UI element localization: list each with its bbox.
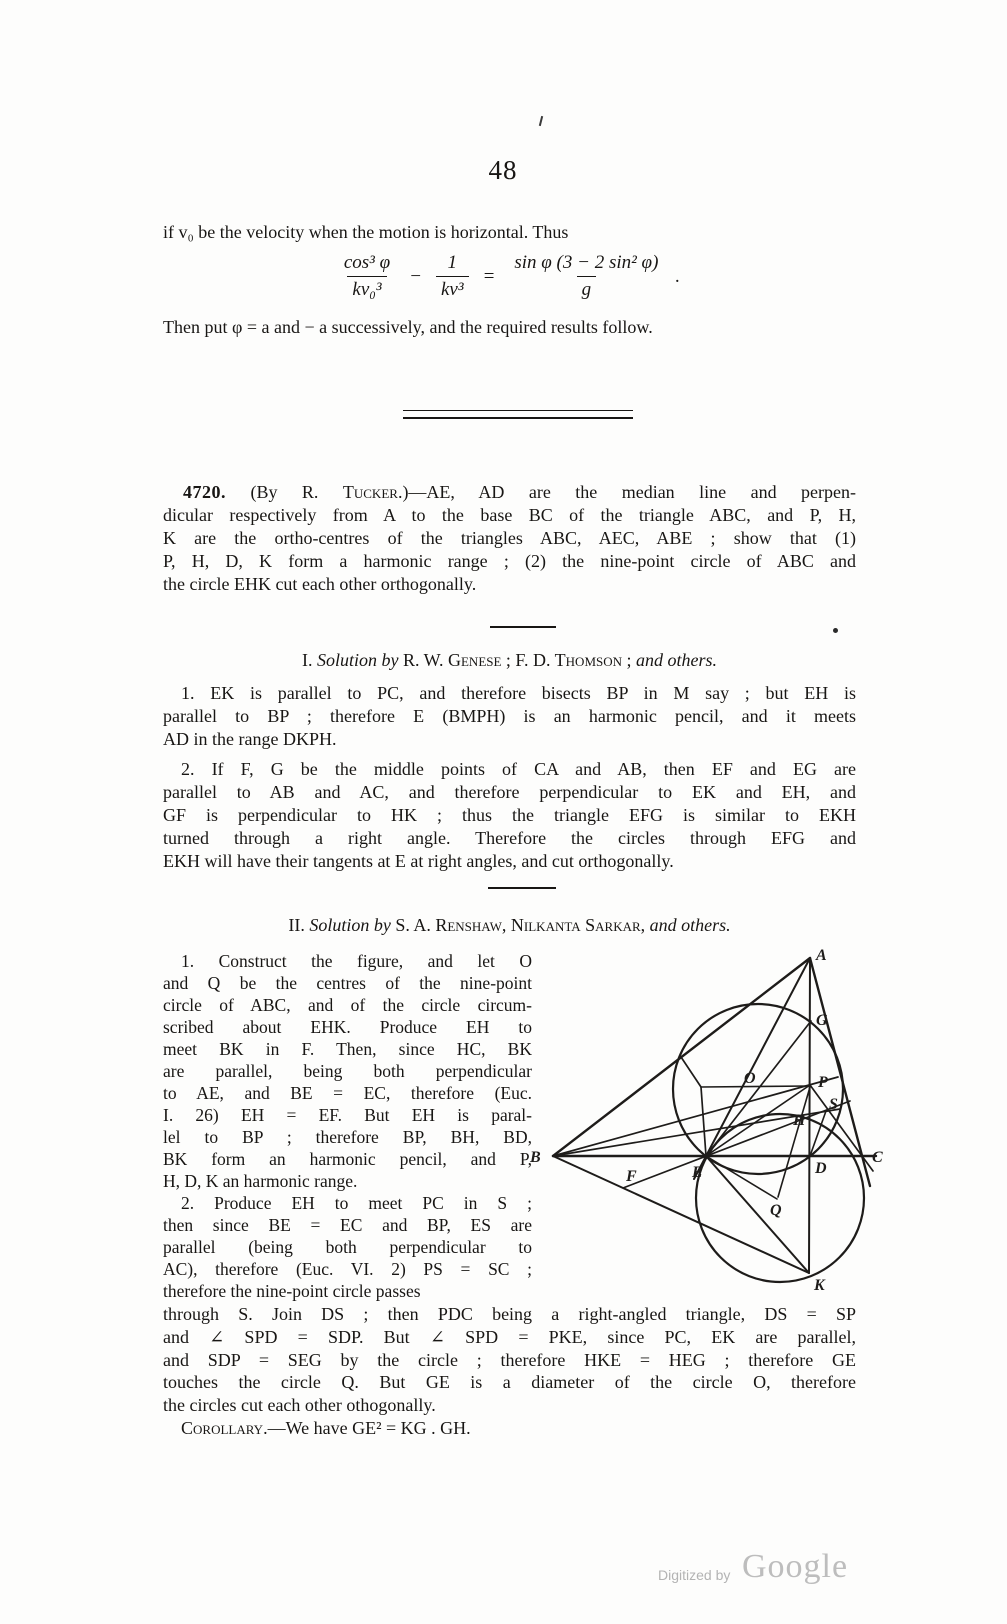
corollary-text: .—We have GE² = KG . GH. (263, 1417, 471, 1438)
solution2-column-paragraph-2 (163, 1192, 532, 1302)
line-EQ (706, 1156, 777, 1199)
fraction-2-numerator: 1 (447, 252, 457, 273)
solution1-heading (163, 650, 856, 671)
text-line: EKH will have their tangents at E at right angles, and cut orthogonally. (163, 851, 674, 871)
fraction-1-denominator: kv₀³ (347, 276, 386, 301)
text-line: GF is perpendicular to HK ; thus the triangle EFG is similar to EKH (163, 805, 856, 825)
fraction-3 (509, 252, 663, 301)
solution1-paragraph-2 (163, 758, 856, 873)
scan-artifact-dot (833, 628, 838, 633)
text-line: AC), therefore (Euc. VI. 2) PS = SC ; (163, 1259, 532, 1279)
text-line: and SDP = SEG by the circle ; therefore HKE = HEG ; therefore GE (163, 1349, 856, 1370)
geometry-figure (528, 940, 898, 1300)
text-line: K are the ortho-centres of the triangles ABC, AEC, ABE ; show that (1) (163, 528, 856, 548)
text-line: H, D, K an harmonic range. (163, 1171, 358, 1191)
problem-statement (163, 481, 856, 596)
figure-label-F: F (626, 1168, 637, 1185)
solution1-numeral: I. (301, 650, 313, 670)
solution2-numeral: II. (288, 915, 305, 935)
text-line: through S. Join DS ; then PDC being a right-angled triangle, DS = SP (163, 1304, 856, 1324)
fraction-1 (339, 252, 395, 301)
text-line: touches the circle Q. But GE is a diameter of the circle O, therefore (163, 1372, 856, 1393)
figure-point-labels (529, 947, 883, 1294)
text-line: parallel (being both perpendicular to (163, 1237, 532, 1257)
problem-first-line (163, 481, 856, 504)
text-line: lel to BP ; therefore BP, BH, BD, (163, 1127, 532, 1147)
figure-lines (553, 958, 876, 1273)
solution2-bottom-paragraph (163, 1303, 856, 1440)
text-line: circle of ABC, and of the circle circum- (163, 995, 532, 1015)
formula-period: . (675, 265, 681, 287)
figure-label-D: D (815, 1160, 827, 1177)
text-line: dicular respectively from A to the base BC of the triangle ABC, and P, H, (163, 505, 856, 525)
figure-label-G: G (816, 1012, 828, 1029)
text-line: to AE, and BE = EC, therefore (Euc. (163, 1083, 532, 1103)
figure-label-A: A (816, 947, 827, 964)
fraction-3-denominator: g (577, 276, 597, 301)
fraction-2 (436, 252, 469, 301)
text-line: 1. EK is parallel to PC, and therefore bisects BP in M say ; but EH is (181, 683, 856, 703)
text-line: 2. Produce EH to meet PC in S ; (181, 1193, 532, 1213)
fraction-2-denominator: kv³ (436, 276, 469, 301)
text-line: meet BK in F. Then, since HC, BK (163, 1039, 532, 1059)
solution1-by-label: Solution by (316, 650, 399, 670)
figure-label-K: K (814, 1277, 825, 1294)
scan-artifact-tick (539, 116, 543, 126)
figure-label-C: C (872, 1149, 883, 1166)
text-line: parallel to AB and AC, and therefore perpendicular to EK and EH, and (163, 782, 856, 802)
minus-operator: − (409, 265, 422, 287)
circle-ehk (696, 1114, 864, 1282)
text-line: the circle EHK cut each other orthogonally. (163, 574, 477, 594)
text-line: therefore the nine-point circle passes (163, 1281, 421, 1301)
fraction-3-numerator: sin φ (3 − 2 sin² φ) (514, 252, 659, 273)
problem-lead: (By R. (250, 482, 343, 502)
fraction-1-numerator: cos³ φ (343, 252, 391, 273)
text-line: and ∠ SPD = SDP. But ∠ SPD = PKE, since PC, EK are parallel, (163, 1326, 856, 1347)
watermark-digitized-by: Digitized by (658, 1567, 731, 1583)
figure-label-H: H (793, 1112, 806, 1129)
equals-operator: = (482, 265, 496, 287)
solution2-column-paragraph-1 (163, 950, 532, 1192)
text-line: AD in the range DKPH. (163, 729, 337, 749)
figure-label-Q: Q (770, 1202, 782, 1219)
line-AC (810, 958, 870, 1186)
figure-label-S: S (829, 1096, 838, 1113)
text-line: are parallel, being both perpendicular (163, 1061, 532, 1081)
text-line: parallel to BP ; therefore E (BMPH) is an harmonic pencil, and it meets (163, 706, 856, 726)
problem-lines (163, 504, 856, 596)
text-line: 1. Construct the figure, and let O (181, 951, 532, 971)
problem-text: .)—AE, AD are the median line and perpen- (397, 482, 856, 502)
text-line: 2. If F, G be the middle points of CA and AB, then EF and EG are (181, 759, 856, 779)
figure-label-P: P (818, 1074, 828, 1091)
text-line: then since BE = EC and BP, ES are (163, 1215, 532, 1235)
figure-label-O: O (744, 1070, 756, 1087)
problem-author: Tucker (342, 482, 398, 502)
solution2-by-label: Solution by (309, 915, 391, 935)
google-logo: Google (742, 1548, 849, 1585)
figure-label-E: E (692, 1164, 703, 1181)
text-line: I. 26) EH = EF. But EH is paral- (163, 1105, 532, 1125)
solution1-authors: R. W. Genese ; F. D. Thomson ; (402, 650, 632, 670)
problem-number: 4720. (183, 482, 226, 502)
line-elbow-E (701, 1087, 706, 1156)
page-number: 48 (488, 155, 518, 185)
line-midAB-elbow (681, 1057, 701, 1087)
solution1-and-others: and others. (636, 650, 718, 670)
text-line: P, H, D, K form a harmonic range ; (2) the nine-point circle of ABC and (163, 551, 856, 571)
short-rule-divider-2 (488, 887, 556, 889)
solution2-and-others: and others. (649, 915, 731, 935)
corollary-line (163, 1417, 856, 1440)
solution2-authors: S. A. Renshaw, Nilkanta Sarkar, (395, 915, 646, 935)
short-rule-divider-1 (490, 626, 556, 628)
corollary-label: Corollary (181, 1417, 264, 1438)
text-line: turned through a right angle. Therefore the circles through EFG and (163, 828, 856, 848)
text-line: scribed about EHK. Produce EH to (163, 1017, 532, 1037)
text-line: BK form an harmonic pencil, and P, (163, 1149, 532, 1169)
double-rule-divider (403, 410, 633, 419)
text-line: the circles cut each other othogonally. (163, 1395, 436, 1416)
figure-label-B: B (530, 1149, 541, 1166)
text-line: and Q be the centres of the nine-point (163, 973, 532, 993)
formula (163, 252, 856, 301)
solution1-paragraph-1 (163, 682, 856, 751)
intro-line-2: Then put φ = a and − a successively, and the required results follow. (163, 317, 653, 337)
intro-line-1: if v₀ be the velocity when the motion is horizontal. Thus (163, 222, 569, 242)
solution2-heading (163, 915, 856, 936)
